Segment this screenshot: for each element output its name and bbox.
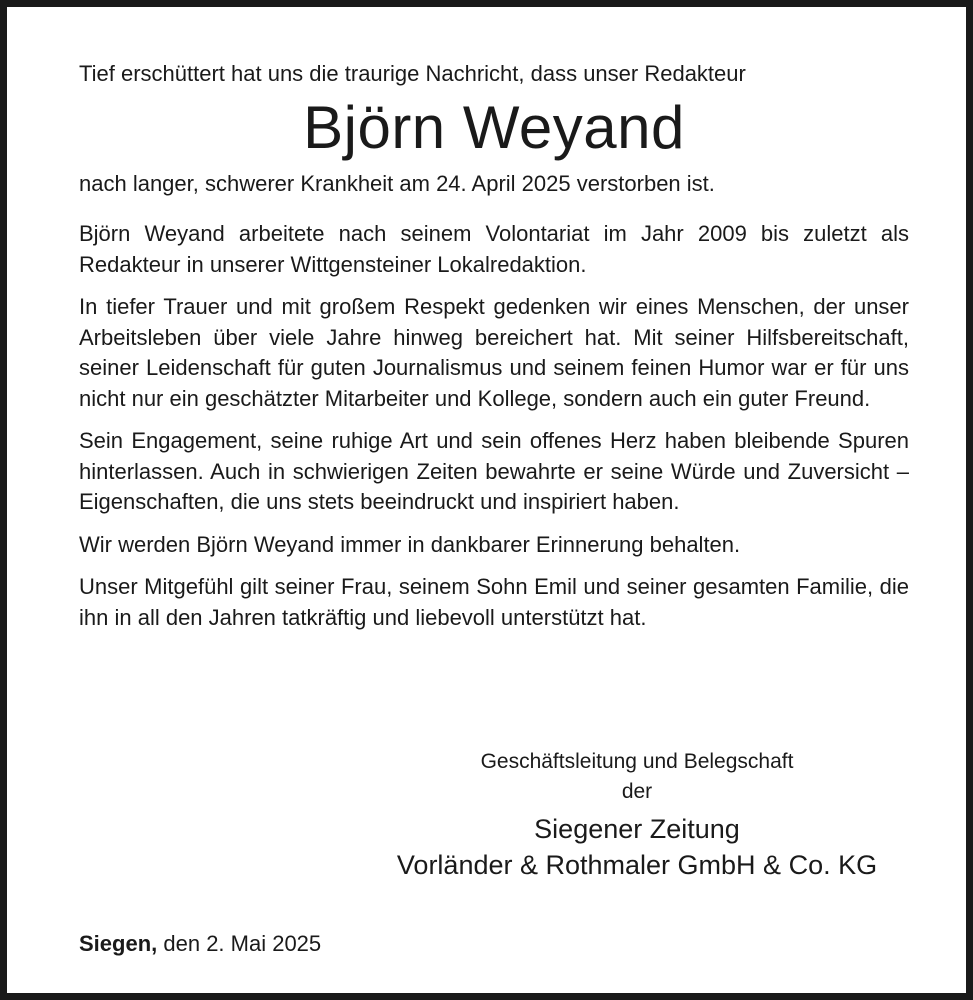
signature-company: Vorländer & Rothmaler GmbH & Co. KG: [396, 850, 878, 880]
signature-connector: der: [621, 780, 653, 803]
signature-management: Geschäftsleitung und Belegschaft: [480, 750, 794, 773]
intro-text: Tief erschüttert hat uns die traurige Nachricht, dass unser Redakteur: [79, 61, 746, 86]
signature-newspaper: Siegener Zeitung: [534, 814, 740, 844]
place-city: Siegen,: [79, 931, 158, 956]
place-date: [79, 929, 321, 959]
paragraph-tribute: In tiefer Trauer und mit großem Respekt gedenken wir eines Menschen, der unser Arbeitsleben über viele Jahre hinweg bereichert hat. Mit seiner Hilfsbereitschaft, seiner Leidenschaft für guten Journalismus und seinem feinen Humor war er für uns nicht nur ein geschätzter Mitarbeiter und Kollege, sondern auch ein guter Freund.: [79, 294, 909, 411]
obituary-body: [79, 59, 909, 645]
deceased-name: Björn Weyand: [303, 94, 685, 161]
paragraph-remembrance: Wir werden Björn Weyand immer in dankbarer Erinnerung behalten.: [79, 531, 741, 557]
paragraph-condolences: Unser Mitgefühl gilt seiner Frau, seinem Sohn Emil und seiner gesamten Familie, die ihn in all den Jahren tatkräftig und liebevoll unterstützt hat.: [79, 574, 909, 630]
paragraph-legacy: Sein Engagement, seine ruhige Art und sein offenes Herz haben bleibende Spuren hinterlassen. Auch in schwierigen Zeiten bewahrte er seine Würde und Zuversicht – Eigenschaften, die uns stets beeindruckt und inspiriert haben.: [79, 428, 909, 514]
death-statement: nach langer, schwerer Krankheit am 24. April 2025 verstorben ist.: [79, 171, 715, 196]
paragraph-career: Björn Weyand arbeitete nach seinem Volontariat im Jahr 2009 bis zuletzt als Redakteur in unserer Wittgensteiner Lokalredaktion.: [79, 221, 909, 277]
signature-block: [297, 747, 973, 883]
date-text: den 2. Mai 2025: [163, 931, 322, 956]
